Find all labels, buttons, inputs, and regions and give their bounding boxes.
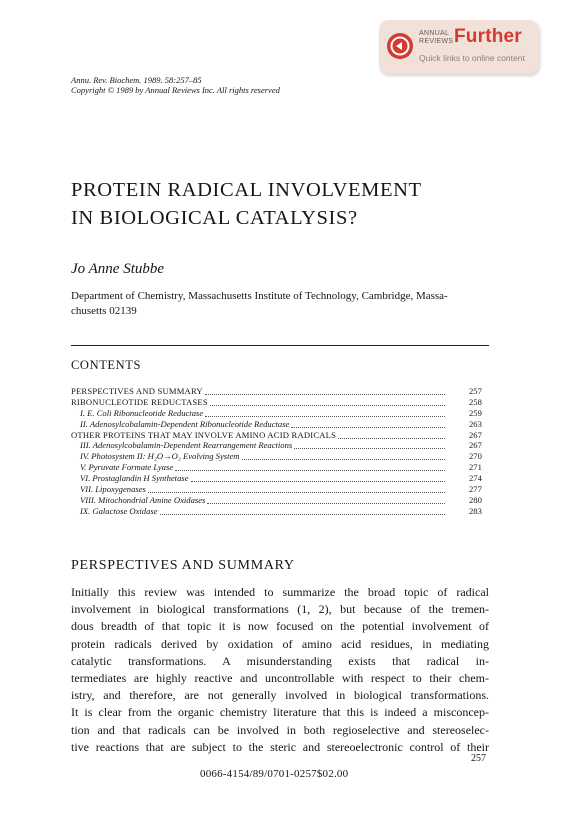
article-title: [71, 176, 501, 232]
affiliation-line-1: Department of Chemistry, Massachusetts Institute of Technology, Cambridge, Massa-: [71, 290, 448, 302]
toc-entry-title: IX. Galactose Oxidase: [80, 505, 158, 516]
toc-entry-page: 259: [469, 407, 482, 418]
toc-leader-dots: [191, 480, 445, 482]
toc-leader-dots: [210, 404, 445, 406]
toc-leader-dots: [160, 513, 445, 515]
badge-further-label: Further: [454, 26, 522, 47]
toc-entry-page: 267: [469, 429, 482, 440]
toc-entry[interactable]: [71, 386, 489, 397]
toc-entry-title: VII. Lipoxygenases: [80, 484, 146, 495]
badge-brand: ANNUAL REVIEWS: [419, 30, 454, 45]
toc-entry[interactable]: [71, 506, 489, 517]
contents-heading: CONTENTS: [71, 358, 142, 372]
toc-entry-title: V. Pyruvate Formate Lyase: [80, 462, 174, 473]
toc-entry-title: OTHER PROTEINS THAT MAY INVOLVE AMINO ACID RADICALS: [71, 429, 337, 440]
toc-entry-page: 270: [469, 451, 482, 462]
toc-leader-dots: [294, 447, 445, 449]
toc-entry-title: VIII. Mitochondrial Amine Oxidases: [80, 494, 206, 505]
citation-line: Annu. Rev. Biochem. 1989. 58:257–85: [71, 75, 202, 85]
body-line: dous breadth of that topic it is now focused on the potential involvement of: [71, 619, 489, 634]
toc-entry[interactable]: [71, 451, 489, 462]
toc-entry[interactable]: [71, 408, 489, 419]
affiliation-line-2: chusetts 02139: [71, 304, 137, 317]
body-line: catalytic transformations. A misunderstanding exists that radical in-: [71, 653, 489, 668]
play-back-icon: [387, 33, 413, 59]
toc-entry-page: 271: [469, 462, 482, 473]
body-line: istry, and therefore, are not generally involved in biological transformations.: [71, 688, 489, 703]
toc-entry-page: 267: [469, 440, 482, 451]
body-line: tive reactions that are subject to the steric and stereoelectronic control of their: [71, 739, 489, 754]
body-text: [71, 584, 489, 756]
toc-entry[interactable]: [71, 419, 489, 430]
toc-entry-page: 263: [469, 418, 482, 429]
journal-citation: [71, 75, 280, 95]
toc-leader-dots: [242, 458, 445, 460]
toc-entry-title: IV. Photosystem II: H₂O→O₂ Evolving System: [80, 451, 240, 462]
further-badge[interactable]: [379, 20, 539, 74]
badge-subtitle: Quick links to online content: [419, 53, 525, 63]
toc-leader-dots: [207, 502, 445, 504]
toc-leader-dots: [338, 437, 445, 439]
author-affiliation: [71, 289, 491, 318]
body-line: protein radicals derived by oxidation of amino acid residues, in mediating: [71, 636, 489, 651]
divider-rule: [71, 345, 489, 346]
toc-entry-title: PERSPECTIVES AND SUMMARY: [71, 386, 203, 396]
toc-entry-title: II. Adenosylcobalamin-Dependent Ribonucleotide Reductase: [80, 418, 290, 429]
toc-entry[interactable]: [71, 397, 489, 408]
toc-leader-dots: [148, 491, 445, 493]
toc-entry-title: I. E. Coli Ribonucleotide Reductase: [80, 407, 204, 418]
toc-entry-title: RIBONUCLEOTIDE REDUCTASES: [71, 396, 208, 407]
title-line-2: IN BIOLOGICAL CATALYSIS?: [71, 207, 358, 229]
body-line: involvement in biological transformations (1, 2), but because of the tremen-: [71, 602, 489, 617]
title-line-1: PROTEIN RADICAL INVOLVEMENT: [71, 179, 422, 201]
toc-entry[interactable]: [71, 495, 489, 506]
toc-entry-page: 257: [469, 386, 482, 396]
section-heading: PERSPECTIVES AND SUMMARY: [71, 558, 295, 573]
toc-entry-page: 258: [469, 396, 482, 407]
author-name: Jo Anne Stubbe: [71, 261, 165, 277]
toc-entry[interactable]: [71, 473, 489, 484]
toc-entry[interactable]: [71, 484, 489, 495]
body-line: It is clear from the organic chemistry literature that this is indeed a misconcep-: [71, 705, 489, 720]
body-line: Initially this review was intended to summarize the broad topic of radical: [71, 585, 489, 599]
toc-entry-page: 277: [469, 484, 482, 495]
toc-entry-page: 274: [469, 473, 482, 484]
body-line: termediates are highly reactive and uncontrollable with respect to their chem-: [71, 670, 489, 685]
toc-entry-title: III. Adenosylcobalamin-Dependent Rearrangement Reactions: [80, 440, 293, 451]
article-code: 0066-4154/89/0701-0257$02.00: [200, 768, 349, 780]
toc-leader-dots: [205, 393, 445, 395]
toc-entry[interactable]: [71, 440, 489, 451]
copyright-line: Copyright © 1989 by Annual Reviews Inc. All rights reserved: [71, 85, 280, 95]
toc-leader-dots: [175, 469, 445, 471]
toc-leader-dots: [291, 426, 445, 428]
page-number: 257: [471, 753, 486, 764]
toc-entry-page: 280: [469, 494, 482, 505]
toc-entry[interactable]: [71, 430, 489, 441]
toc-entry-page: 283: [469, 505, 482, 516]
toc-entry-title: VI. Prostaglandin H Synthetase: [80, 473, 189, 484]
toc-entry[interactable]: [71, 462, 489, 473]
table-of-contents: [71, 386, 489, 517]
toc-leader-dots: [205, 415, 445, 417]
body-line: tion and that radicals can be involved in both regioselective and stereoselec-: [71, 722, 489, 737]
